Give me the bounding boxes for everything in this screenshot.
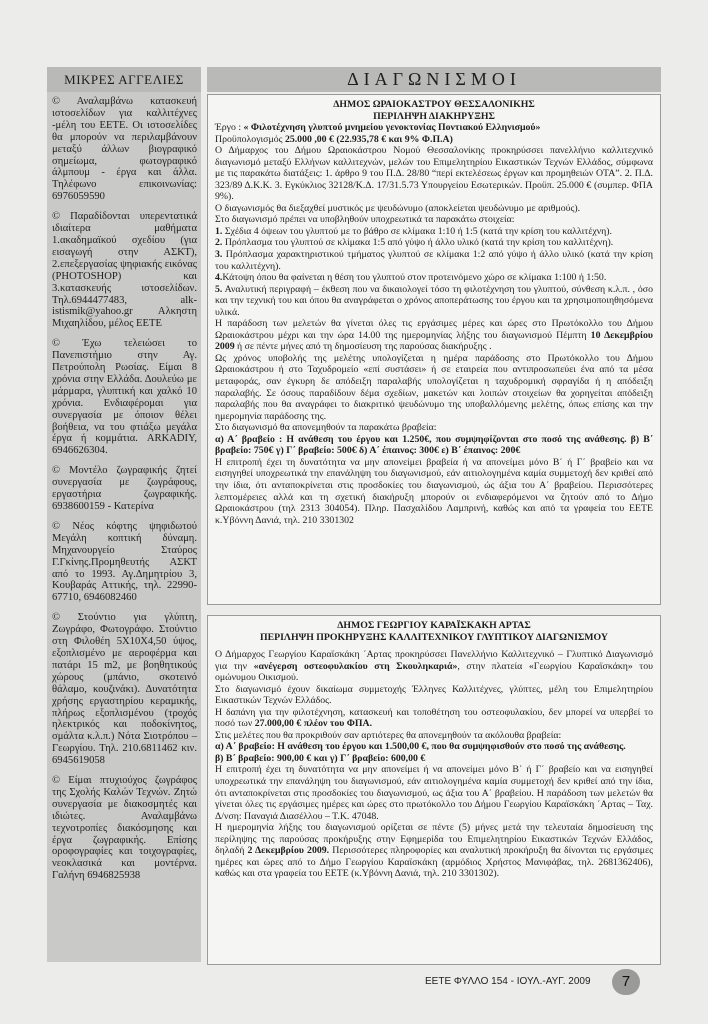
classified-ad: © Έχω τελειώσει το Πανεπιστήμιο στην Αγ. Πετρούπολη Ρωσίας. Είμαι 8 χρόνια στην Ελλάδα. Δουλεύω με μάρμαρα, γλυπτική και χαλκό 10 χρόνια. Ενδιαφέρομαι για συνεργασία με όποιον θέλει βοήθεια, να του φτιάξω μεγάλα έργα ή κομμάτια. ARKADIY, 6946626304.: [52, 338, 197, 457]
paragraph: [215, 318, 653, 353]
text-run: ή σε πέντε μήνες από τη δημοσίευση της παρούσας διακήρυξης .: [234, 341, 492, 353]
sidebar-title: ΜΙΚΡΕΣ ΑΓΓΕΛΙΕΣ: [47, 67, 201, 92]
paragraph: Ο Δήμαρχος του Δήμου Ωραιοκάστρου Νομού Θεσσαλονίκης προκηρύσσει πανελλήνιο καλλιτεχνικό διαγωνισμό μεταξύ Ελλήνων καλλιτεχνών, μελών του Επιμελητηρίου Εικαστικών Τεχνών Ελλάδος, σύμφωνα με τις παρακάτω διατάξεις: 1. άρθρο 9 του Π.Δ. 28/80 “περί εκτελέσεως έργων και προμηθειών ΟΤΑ”. 2. Π.Δ. 323/89 Δ.Κ.Κ. 3. Εγκύκλιος 32128/Κ.Δ. 17/31.5.73 Υπουργείου Εσωτερικών. Προϋπ. 25.000 € (συμπερ. ΦΠΑ 9%).: [215, 145, 653, 203]
award-a: α) Α΄ βραβείο: Η ανάθεση του έργου και 1.500,00 €, που θα συμψηφισθούν στο ποσό της ανάθεσης.: [215, 741, 626, 753]
paragraph: Στο διαγωνισμό θα απονεμηθούν τα παρακάτω βραβεία:: [215, 422, 437, 434]
requirement-text: Κάτοψη όπου θα φαίνεται η θέση του γλυπτού στον προτεινόμενο χώρο σε κλίμακα 1:100 ή 1:50.: [222, 272, 607, 284]
requirement-item: [215, 237, 653, 249]
classified-ad: © Παραδίδονται υπερεντατικά ιδιαίτερα μαθήματα 1.ακαδημαϊκού σχεδίου (για εισαγωγή στην ΑΣΚΤ), 2.επεξεργασίας ψηφιακής εικόνας (PHOTOSHOP) και 3.κατασκευής ιστοσελίδων. Τηλ.6944477483, alk-istismik@yahoo.gr Αλκηστη Μιχαηλίδου, μέλος ΕΕΤΕ: [52, 211, 197, 330]
requirement-text: Πρόπλασμα του γλυπτού σε κλίμακα 1:5 από γύψο ή άλλο υλικό (κατά την κρίση του καλλιτέχνη).: [224, 237, 614, 249]
requirement-number: 4.: [215, 272, 223, 284]
paragraph: Στο διαγωνισμό πρέπει να υποβληθούν υποχρεωτικά τα παρακάτω στοιχεία:: [215, 214, 515, 226]
requirement-item: [215, 249, 653, 272]
requirement-item: [215, 272, 653, 284]
announcement-title: ΔΗΜΟΣ ΓΕΩΡΓΙΟΥ ΚΑΡΑΪΣΚΑΚΗ ΑΡΤΑΣ: [337, 620, 531, 631]
awards-line: α) Α΄ βραβείο : Η ανάθεση του έργου και 1.250€, που συμψηφίζονται στο ποσό της ανάθεσης. β) Β΄ βραβείο: 750€ γ) Γ΄ βραβείο: 500€ δ) Α΄ έπαινος: 300€ ε) Β΄ έπαινος: 200€: [215, 433, 653, 457]
footer-issue: ΕΕΤΕ ΦΥΛΛΟ 154 - ΙΟΥΛ.-ΑΥΓ. 2009: [425, 976, 591, 987]
text-run: Η παράδοση των μελετών θα γίνεται όλες τις εργάσιμες μέρες και ώρες στο Πρωτόκολλο του Δήμου Ωραιοκάστρου μέχρι και την ώρα 14.00 της ημερομηνίας λήξης του διαγωνισμού Πέμπτη: [215, 318, 653, 341]
announcement-subtitle: ΠΕΡΙΛΗΨΗ ΔΙΑΚΗΡΥΞΗΣ: [373, 110, 495, 122]
announcement-oraiokastro: [207, 94, 661, 605]
text-run: Ο Δήμαρχος Γεωργίου Καραϊσκάκη ΄Αρτας προκηρύσσει Πανελλήνιο Καλλιτεχνικό – Γλυπτικό Διαγωνισμό για την: [215, 649, 653, 672]
text-run: , στην πλατεία «Γεωργίου Καραϊσκάκη» του ομώνυμου Οικισμού.: [215, 660, 653, 684]
requirement-item: [215, 284, 653, 319]
classified-ad: © Νέος κόφτης ψηφιδωτού Μεγάλη κοπτική δύναμη. Μηχανουργείο Σταύρος Γ.Γκίνης.Προμηθευτής ΑΣΚΤ από το 1993. Αγ.Δημητρίου 3, Κουβαράς Αττικής, τηλ. 22990-67710, 6946082460: [52, 520, 197, 604]
classified-ad: © Είμαι πτυχιούχος ζωγράφος της Σχολής Καλών Τεχνών. Ζητώ συνεργασία με διακοσμητές και ιδιώτες. Αναλαμβάνω τεχνοτροπίες διακόσμησης και έργα ζωγραφικής. Επίσης οροφογραφίες και τοιχογραφίες, νεοκλασικά και μοντέρνα. Γαλήνη 6946825938: [52, 775, 197, 882]
paragraph: Η επιτροπή έχει τη δυνατότητα να μην απονείμει βραβεία ή να απονείμει μόνο Β΄ ή Γ΄ βραβείο και να εισηγηθεί υποχρεωτικά την επανάληψη του διαγωνισμού, εάν αιτιολογημένα καμία συμμετοχή δεν κριθεί από την ίδια, ότι ανταποκρίνεται στις προσδοκίες του διαγωνισμού, ώς άξια του Α΄ βραβείου. Περισσότερες λεπτομέρειες αλλά και τη σχετική διακήρυξη μπορούν οι ενδιαφερόμενοι να ζητούν από το Δήμο Ωραιοκάστρου (τηλ 2313 304054). Πληρ. Πασχαλίδου Λαμπρινή, καθώς και από τα γραφεία του ΕΕΤΕ κ.Υβόννη Δανιά, τηλ. 210 3301302: [215, 456, 653, 526]
paragraph: Στις μελέτες που θα προκριθούν σαν αρτιότερες θα απονεμηθούν τα ακόλουθα βραβεία:: [215, 729, 562, 741]
project-line: [215, 122, 653, 134]
paragraph: Ως χρόνος υποβολής της μελέτης υπολογίζεται η ημέρα παράδοσης στο Πρωτόκολλο του Δήμου Ωραιοκάστρου ή στο Ταχυδρομείο «επί συστάσει» ή σε εταιρεία που αντιπροσωπεύει ένα από τα μέσα μεταφοράς, σαν έγκυρη δε απόδειξη παραλαβής υπολογίζεται η ταχυδρομική σφραγίδα ή η απόδειξη παραλαβής. Σε όσους παραδίδουν δέμα σχεδίων, μακετών και λοιπών στοιχείων θα χορηγείται απόδειξη παραλαβής που θα αναγράφει το διακριτικό ψευδώνυμο της υποβαλλόμενης μελέτης, όπως επίσης και την ημερομηνία παράδοσης της.: [215, 352, 653, 422]
paragraph: Ο διαγωνισμός θα διεξαχθεί μυστικός με ψευδώνυμο (αποκλείεται ψευδώνυμο με αριθμούς).: [215, 202, 581, 214]
paragraph: [215, 822, 653, 880]
text-run: Η δαπάνη για την φιλοτέχνηση, κατασκευή και τοποθέτηση του οστεοφυλακίου, δεν μπορεί να υπερβεί το ποσό των: [215, 706, 653, 730]
budget-value: 25.000 ,00 € (22.935,78 € και 9% Φ.Π.Α): [284, 133, 453, 145]
budget-value: 27.000,00 € πλέον του ΦΠΑ.: [254, 718, 373, 730]
announcement-subtitle: ΠΕΡΙΛΗΨΗ ΠΡΟΚΗΡΥΞΗΣ ΚΑΛΛΙΤΕΧΝΙΚΟΥ ΓΛΥΠΤΙΚΟΥ ΔΙΑΓΩΝΙΣΜΟΥ: [259, 631, 608, 643]
classified-ad: © Μοντέλο ζωγραφικής ζητεί συνεργασία με ζωγράφους, εργαστήρια ζωγραφικής. 6938600159 - Κατερίνα: [52, 465, 197, 512]
paragraph: [215, 707, 653, 730]
classified-ad: © Στούντιο για γλύπτη, Ζωγράφο, Φωτογράφο. Στούντιο στη Φιλοθέη 5Χ10Χ4,50 ύψος, εξοπλισμένο με αεροφέρμα και πατάρι 15 m2, με βοηθητικούς χώρους (μπάνιο, σκοτεινό θάλαμο, κουζινάκι). Δυνατότητα χρήσης εργαστηρίου κεραμικής, πλήρως εξοπλισμένου (τροχός ηλεκτρικός και ποδοκίνητος, σμάλτα κ.λ.π.) Νότα Σιοτρόπου – Γεωργίου. Τηλ. 210.6811462 κιν. 6945619058: [52, 612, 197, 767]
announcement-title: ΔΗΜΟΣ ΩΡΑΙΟΚΑΣΤΡΟΥ ΘΕΣΣΑΛΟΝΙΚΗΣ: [333, 99, 535, 110]
budget-line: [215, 134, 653, 146]
paragraph: Η επιτροπή έχει τη δυνατότητα να μην απονείμει ή να απονείμει μόνο Β΄ ή Γ΄ βραβείο και να εισηγηθεί υποχρεωτικά την επανάληψη του διαγωνισμού, εάν αιτιολογημένα καμία συμμετοχή δεν κριθεί από την ίδια, ότι ανταποκρίνεται στις προσδοκίες του διαγωνισμού, ως άξια του Α΄ βραβείου. Η παράδοση των μελετών θα γίνεται όλες τις εργάσιμες ημέρες και ώρες στο πρωτόκολλο του Δήμου Γεωργίου Καραϊσκάκη ΄Αρτας – Ταχ. Δ/νση: Παναγιά Διασέλλου – Τ.Κ. 47048.: [215, 764, 653, 822]
requirement-number: 3.: [215, 249, 223, 261]
paragraph: Στο διαγωνισμό έχουν δικαίωμα συμμετοχής Έλληνες Καλλιτέχνες, γλύπτες, μέλη του Επιμελητηρίου Εικαστικών Τεχνών Ελλάδος.: [215, 683, 653, 707]
classified-ad: © Αναλαμβάνω κατασκευή ιστοσελίδων για καλλιτέχνες -μέλη του ΕΕΤΕ. Οι ιστοσελίδες θα μπορούν να περιλαμβάνουν μεταξύ άλλων βιογραφικό σημείωμα, φωτογραφικό άλμπουμ - έργα και άλλα. Τηλέφωνο επικοινωνίας: 6976059590: [52, 96, 197, 203]
deadline-date: 2 Δεκεμβρίου 2009.: [247, 845, 330, 857]
announcement-karaiskaki: [207, 615, 661, 965]
paragraph: [215, 649, 653, 684]
requirement-item: [215, 226, 653, 238]
page-number: 7: [612, 969, 640, 995]
requirement-text: Αναλυτική περιγραφή – έκθεση που να δικαιολογεί τόσο τη φιλοτέχνηση του γλυπτού, σύνθεση κ.λ.π. , όσο και την τεχνική του και όπου θα αναγράφεται ο χρόνος αποπεράτωσης του έργου και τα χρησιμοποιηθησόμενα υλικά.: [215, 283, 653, 318]
deadline-date: 10 Δεκεμβρίου 2009: [215, 329, 653, 353]
classifieds-list: [52, 96, 197, 890]
requirement-text: Σχέδια 4 όψεων του γλυπτού με το βάθρο σε κλίμακα 1:10 ή 1:5 (κατά την κρίση του καλλιτέχνη).: [224, 225, 612, 237]
section-title: ΔΙΑΓΩΝΙΣΜΟΙ: [207, 67, 661, 92]
requirement-number: 1.: [215, 225, 223, 237]
requirement-text: Πρόπλασμα χαρακτηριστικού τμήματος γλυπτού σε κλίμακα 1:2 από γύψο ή άλλο υλικό (κατά την κρίση του καλλιτέχνη).: [215, 249, 653, 272]
project-name: «ανέγερση οστεοφυλακίου στη Σκουληκαριά»: [253, 660, 458, 672]
requirement-number: 5.: [215, 283, 223, 295]
text-run: Περισσότερες πληροφορίες και αναλυτική προκήρυξη θα δίνονται τις εργάσιμες ημέρες και ώρες από το Δήμο Γεωργίου Καραϊσκάκη (αρμόδιος Χρήστος Μανιφάβας, τηλ. 2681362406), καθώς και στα γραφεία του ΕΕΤΕ (κ.Υβόννη Δανιά, τηλ. 210 3301302).: [215, 845, 654, 880]
requirement-number: 2.: [215, 237, 223, 249]
budget-label: Προϋπολογισμός: [215, 133, 285, 145]
text-run: Η ημερομηνία λήξης του διαγωνισμού ορίζεται σε πέντε (5) μήνες μετά την τελευταία δημοσίευση της περίληψης της παρούσας προκήρυξης στην Εφημερίδα του Επιμελητηρίου Εικαστικών Τεχνών Ελλάδος, δηλαδή: [215, 822, 653, 857]
project-label: Έργο :: [215, 122, 244, 133]
award-b: β) Β΄ βραβείο: 900,00 € και γ) Γ΄ βραβείο: 600,00 €: [215, 752, 426, 764]
project-name: « Φιλοτέχνηση γλυπτού μνημείου γενοκτονίας Ποντιακού Ελληνισμού»: [243, 122, 541, 133]
